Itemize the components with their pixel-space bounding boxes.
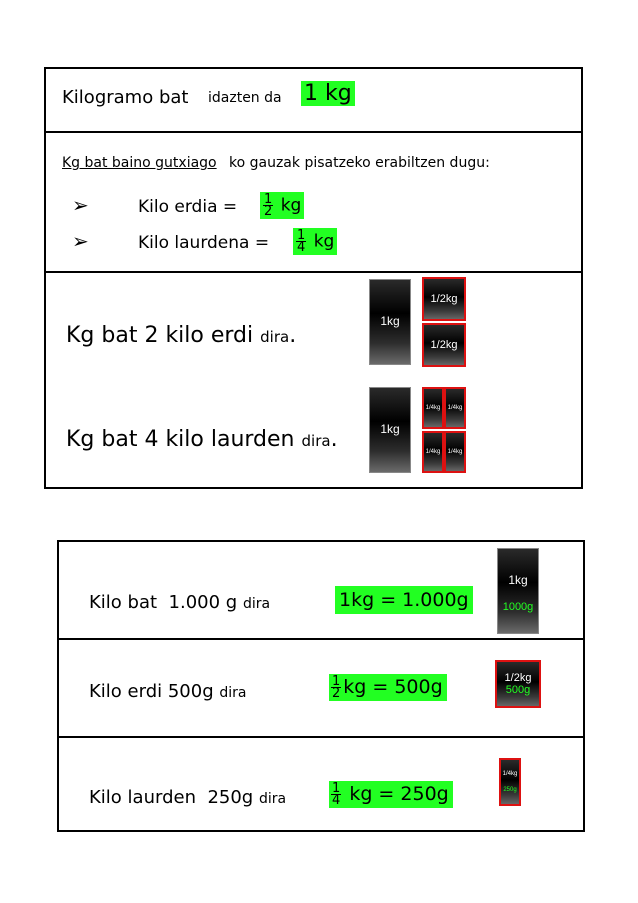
intro-underlined-text: Kg bat baino gutxiago [62,155,217,171]
half-kg-weight-icon: 1/2kg [422,323,466,367]
arrowhead-bullet-icon: ➢ [72,229,89,253]
kilogram-label: Kilogramo bat [62,87,189,108]
written-as-label: idazten da [208,90,282,106]
two-halves-sentence: Kg bat 2 kilo erdi dira. [66,323,297,348]
quarter-kg-weight-icon: 1/4kg [444,431,466,473]
one-kilo-equation-highlight: 1kg = 1.000g [335,586,473,614]
half-fraction: $\frac{1}{2}$ [264,192,273,219]
arrowhead-bullet-icon: ➢ [72,193,89,217]
kilo-division-row [46,271,581,487]
half-kg-weight-icon: 1/2kg [422,277,466,321]
quarter-kg-weight-icon: 1/4kg [422,431,444,473]
one-kilo-grams-row [59,542,583,638]
kilogram-definition-row [46,69,581,131]
quarter-fraction: $\frac{1}{4}$ [332,781,341,808]
quarter-kilo-equation-highlight: $\frac{1}{4}$ kg = 250g [329,781,453,808]
half-kg-weight-icon: 1/2kg 500g [495,660,541,708]
half-kilo-grams-row [59,638,583,736]
half-kilo-equation-highlight: $\frac{1}{2}$ kg = 500g [329,674,447,701]
grams-equivalence-box [57,540,585,832]
less-than-kg-row [46,131,581,271]
quarter-kilo-label: Kilo laurdena = [138,233,270,253]
quarter-fraction: $\frac{1}{4}$ [297,228,306,255]
intro-rest-text: ko gauzak pisatzeko erabiltzen dugu: [229,155,490,171]
half-kilo-sentence: Kilo erdi 500g dira [89,681,247,702]
one-kg-weight-icon: 1kg 1000g [497,548,539,634]
half-kilo-label: Kilo erdia = [138,197,238,217]
half-fraction: $\frac{1}{2}$ [332,674,341,701]
kilogram-info-box [44,67,583,489]
one-kg-highlight: 1 kg [301,81,355,106]
quarter-kg-weight-icon: 1/4kg [444,387,466,429]
one-kilo-sentence: Kilo bat 1.000 g dira [89,592,271,613]
half-kg-highlight: $\frac{1}{2}$ kg [260,192,304,219]
four-quarters-sentence: Kg bat 4 kilo laurden dira. [66,427,338,452]
quarter-kg-weight-icon: 1/4kg 250g [499,758,521,806]
one-kg-weight-icon: 1kg [369,279,411,365]
quarter-kg-weight-icon: 1/4kg [422,387,444,429]
quarter-kilo-sentence: Kilo laurden 250g dira [89,787,287,808]
quarter-kilo-grams-row [59,736,583,830]
one-kg-weight-icon: 1kg [369,387,411,473]
quarter-kg-highlight: $\frac{1}{4}$ kg [293,228,337,255]
